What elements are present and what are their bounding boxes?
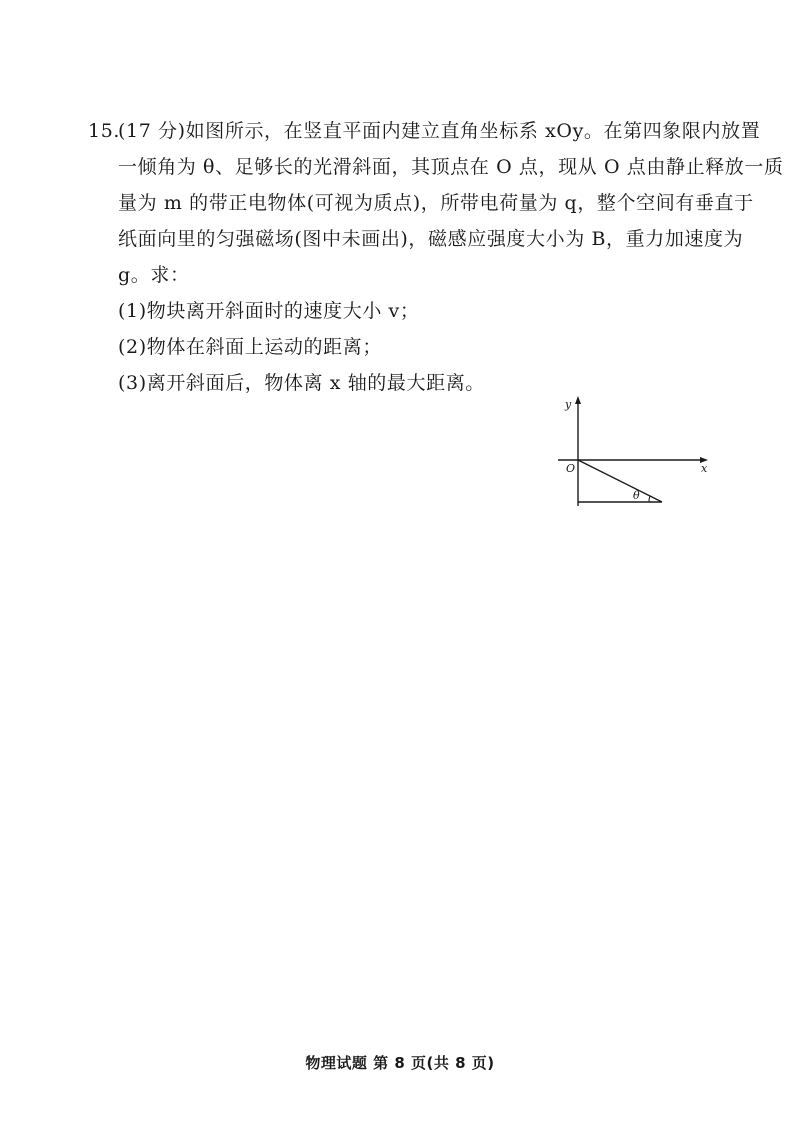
incline-surface <box>578 460 662 502</box>
problem-number: 15. <box>88 120 121 142</box>
diagram-svg <box>548 394 718 514</box>
problem-line-5 <box>88 257 718 293</box>
page-footer: 物理试题 第 8 页(共 8 页) <box>305 1054 495 1072</box>
problem-line-2 <box>88 149 784 185</box>
problem-text-line: (17 分)如图所示，在竖直平面内建立直角坐标系 xOy。在第四象限内放置 <box>118 120 761 142</box>
problem-text-line: g。求： <box>118 264 190 286</box>
angle-arc <box>649 496 650 502</box>
problem-text-line: 纸面向里的匀强磁场(图中未画出)，磁感应强度大小为 B，重力加速度为 <box>118 228 744 250</box>
y-axis-label: y <box>565 398 572 411</box>
angle-label: θ <box>633 489 640 502</box>
problem-15 <box>88 113 784 401</box>
origin-label: O <box>566 462 576 475</box>
subquestion-1: (1)物块离开斜面时的速度大小 v； <box>118 300 420 322</box>
problem-line-4 <box>88 221 744 257</box>
problem-line-1 <box>88 113 761 149</box>
subquestion-2: (2)物体在斜面上运动的距离； <box>118 336 382 358</box>
subquestion-3: (3)离开斜面后，物体离 x 轴的最大距离。 <box>118 372 485 394</box>
problem-text-line: 一倾角为 θ、足够长的光滑斜面，其顶点在 O 点，现从 O 点由静止释放一质 <box>118 156 784 178</box>
x-axis-label: x <box>701 462 708 475</box>
problem-line-3 <box>88 185 754 221</box>
y-axis-arrow <box>575 396 581 404</box>
incline-diagram <box>548 394 718 514</box>
problem-text-line: 量为 m 的带正电物体(可视为质点)，所带电荷量为 q，整个空间有垂直于 <box>118 192 754 214</box>
